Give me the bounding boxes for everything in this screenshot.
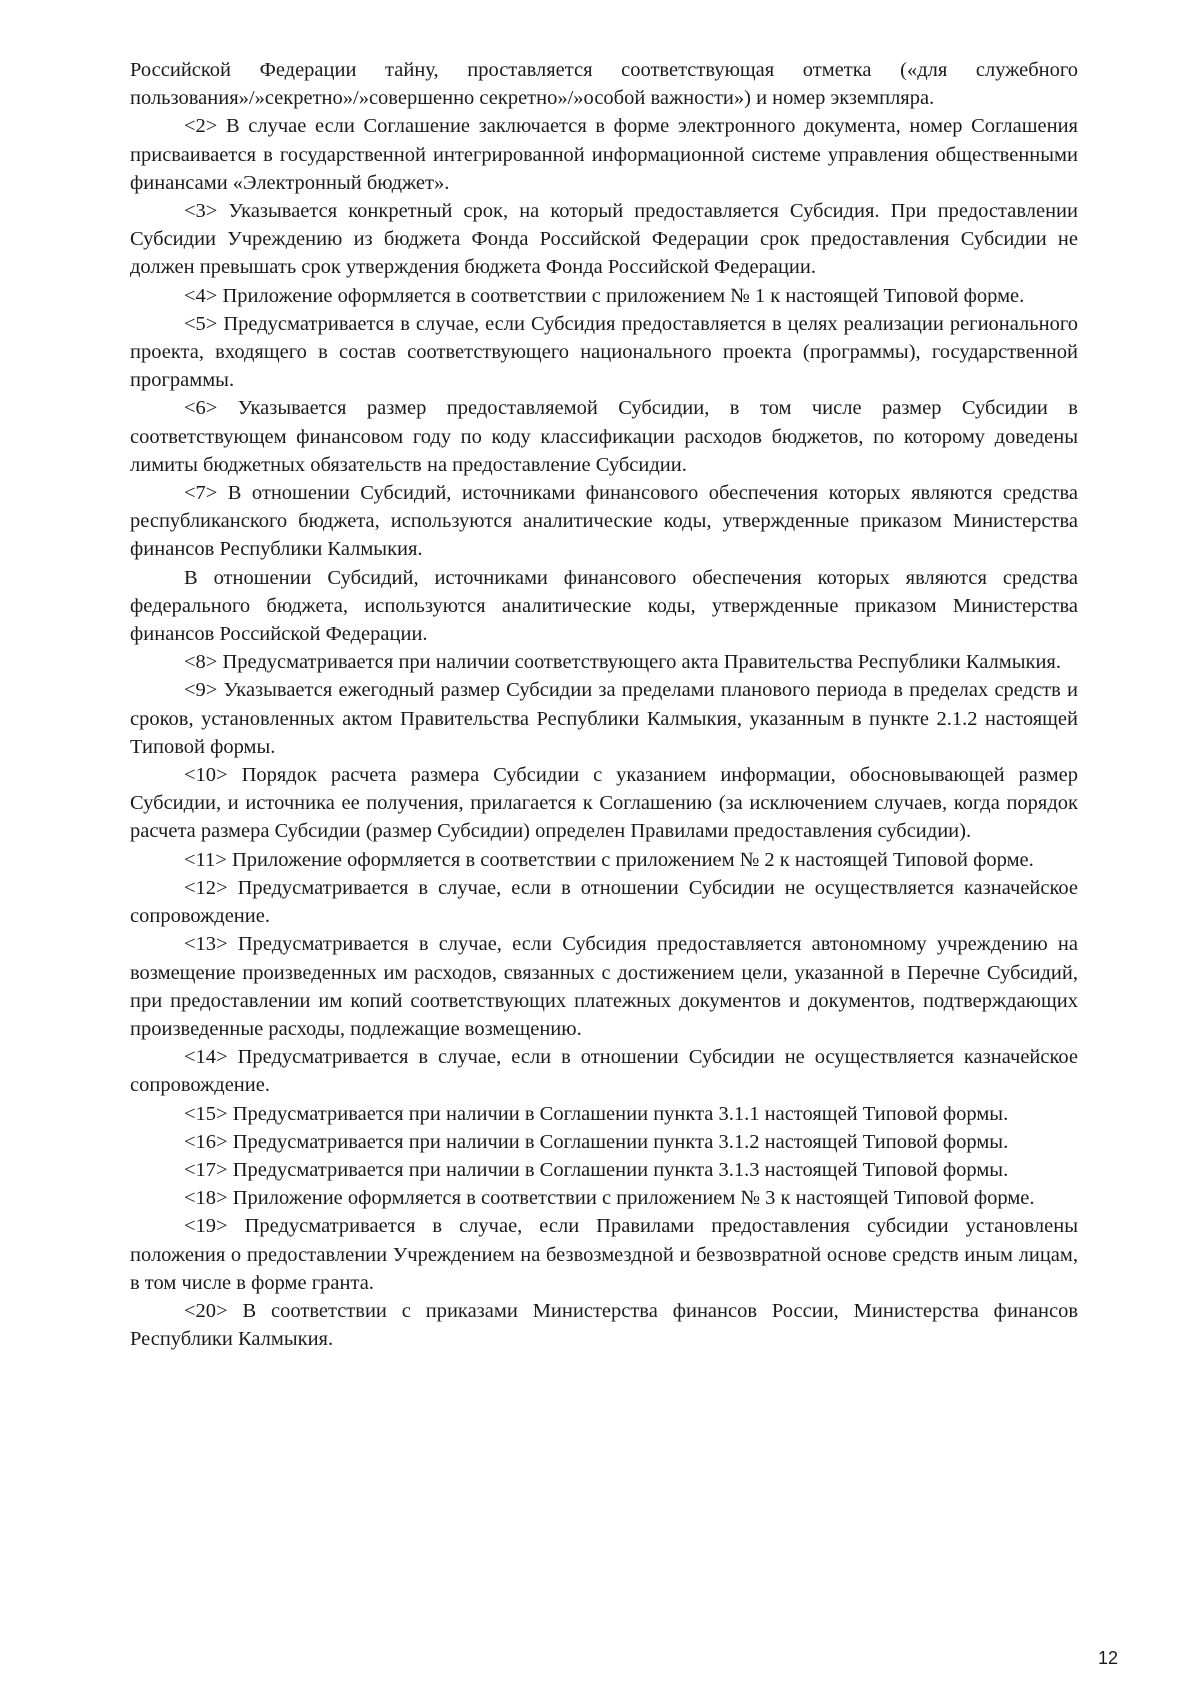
footnote-2: <2> В случае если Соглашение заключается в форме электронного документа, номер Соглашения присваивается в государственной интегрированной информационной системе управления общественными финансами «Электронный бюджет». [130,115,1078,194]
footnote-12: <12> Предусматривается в случае, если в отношении Субсидии не осуществляется казначейское сопровождение. [130,876,1078,928]
page-number: 12 [1098,1648,1119,1668]
footnote-7-continuation: В отношении Субсидий, источниками финансового обеспечения которых являются средства федерального бюджета, используются аналитические коды, утвержденные приказом Министерства финансов Российской Федерации. [130,566,1078,646]
footnote-17: <17> Предусматривается при наличии в Соглашении пункта 3.1.3 настоящей Типовой формы. [184,1158,1009,1181]
footnote-8: <8> Предусматривается при наличии соответствующего акта Правительства Республики Калмыкия. [184,651,1061,674]
footnote-10: <10> Порядок расчета размера Субсидии с указанием информации, обосновывающей размер Субсидии, и источника ее получения, прилагается к Соглашению (за исключением случаев, когда порядок расчета размера Субсидии (размер Субсидии) определен Правилами предоставления субсидии). [130,764,1078,843]
footnote-18: <18> Приложение оформляется в соответствии с приложением № 3 к настоящей Типовой форме. [184,1187,1035,1210]
paragraph-continuation: Российской Федерации тайну, проставляется соответствующая отметка («для служебного пользования»/»секретно»/»совершенно секретно»/»особой важности») и номер экземпляра. [130,59,1078,110]
footnote-20: <20> В соответствии с приказами Министерства финансов России, Министерства финансов Республики Калмыкия. [130,1299,1078,1351]
footnote-15: <15> Предусматривается при наличии в Соглашении пункта 3.1.1 настоящей Типовой формы. [184,1102,1009,1125]
footnote-5: <5> Предусматривается в случае, если Субсидия предоставляется в целях реализации регионального проекта, входящего в состав соответствующего национального проекта (программы), государственной программы. [130,312,1078,392]
document-body [130,56,1078,1353]
footnote-3: <3> Указывается конкретный срок, на который предоставляется Субсидия. При предоставлении Субсидии Учреждению из бюджета Фонда Российской Федерации срок предоставления Субсидии не должен превышать срок утверждения бюджета Фонда Российской Федерации. [130,200,1078,279]
footnote-9: <9> Указывается ежегодный размер Субсидии за пределами планового периода в пределах средств и сроков, установленных актом Правительства Республики Калмыкия, указанным в пункте 2.1.2 настоящей Типовой формы. [130,679,1078,758]
footnote-7: <7> В отношении Субсидий, источниками финансового обеспечения которых являются средства республиканского бюджета, используются аналитические коды, утвержденные приказом Министерства финансов Республики Калмыкия. [130,482,1078,561]
footnote-11: <11> Приложение оформляется в соответствии с приложением № 2 к настоящей Типовой форме. [184,848,1034,871]
footnote-14: <14> Предусматривается в случае, если в отношении Субсидии не осуществляется казначейское сопровождение. [130,1046,1078,1097]
footnote-13: <13> Предусматривается в случае, если Субсидия предоставляется автономному учреждению на возмещение произведенных им расходов, связанных с достижением цели, указанной в Перечне Субсидий, при предоставлении им копий соответствующих платежных документов и документов, подтверждающих произведенные расходы, подлежащие возмещению. [130,933,1078,1040]
footnote-4: <4> Приложение оформляется в соответствии с приложением № 1 к настоящей Типовой форме. [184,284,1025,307]
footnote-6: <6> Указывается размер предоставляемой Субсидии, в том числе размер Субсидии в соответствующем финансовом году по коду классификации расходов бюджетов, по которому доведены лимиты бюджетных обязательств на предоставление Субсидии. [130,397,1078,476]
footnote-19: <19> Предусматривается в случае, если Правилами предоставления субсидии установлены положения о предоставлении Учреждением на безвозмездной и безвозвратной основе средств иным лицам, в том числе в форме гранта. [130,1215,1078,1294]
footnote-16: <16> Предусматривается при наличии в Соглашении пункта 3.1.2 настоящей Типовой формы. [184,1130,1009,1153]
